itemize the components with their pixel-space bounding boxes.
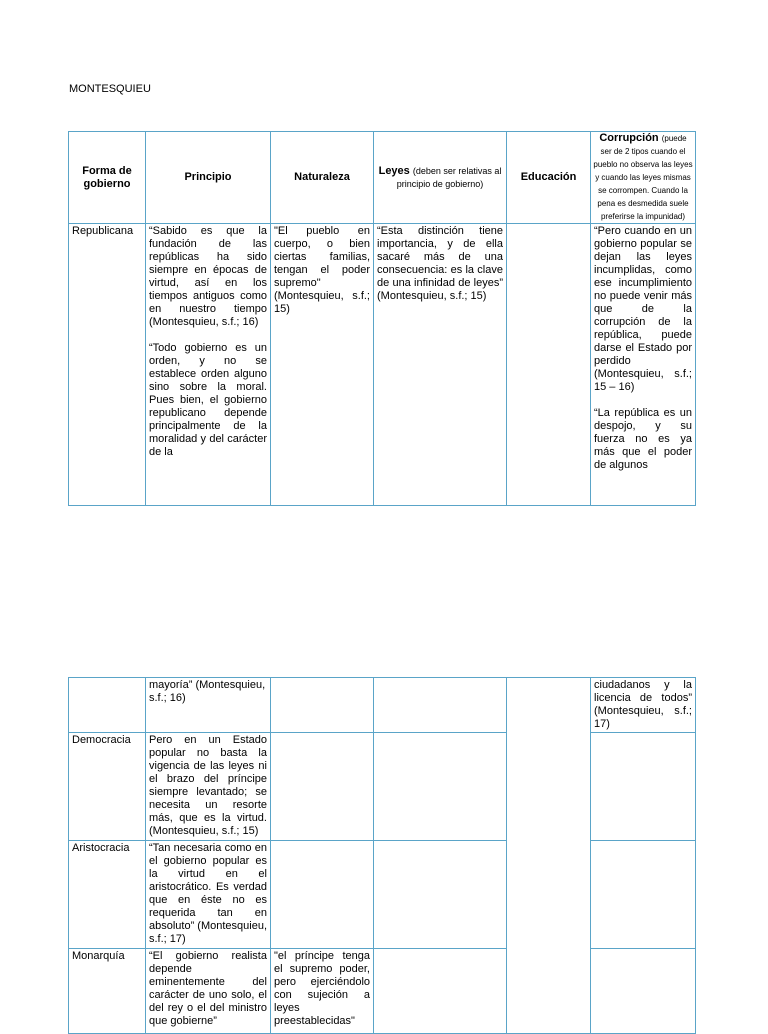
table-row-republicana [69,224,696,506]
corrupcion-paragraph-1: “Pero cuando en un gobierno popular se dejan las leyes incumplidas, como ese incumplimiento no puede venir más que de la corrupción de la república, puede darse el Estado por perdido (Montesquieu, s.f.; 15 – 16) [594,225,692,393]
table-header-row [69,132,696,224]
cell-naturaleza [271,841,374,949]
header-naturaleza: Naturaleza [271,132,374,224]
cell-leyes [374,733,507,841]
table-row-democracia [69,733,696,841]
cell-principio: “Tan necesaria como en el gobierno popular es la virtud en el aristocrático. Es verdad que en éste no es requerida tan en absoluto” (Montesquieu, s.f.; 17) [146,841,271,949]
cell-corrupcion [591,949,696,1034]
cell-naturaleza: "El pueblo en cuerpo, o bien ciertas familias, tengan el poder supremo" (Montesquieu, s.f.; 15) [271,224,374,506]
cell-leyes [374,841,507,949]
table-row-aristocracia [69,841,696,949]
cell-forma: Democracia [69,733,146,841]
principio-paragraph-2: “Todo gobierno es un orden, y no se establece orden alguno sino sobre la moral. Pues bien, el gobierno republicano depende principalmente de la moralidad y del carácter de la [149,342,267,458]
cell-forma: Monarquía [69,949,146,1034]
corrupcion-paragraph-2: “La república es un despojo, y su fuerza no es ya más que el poder de algunos [594,407,692,471]
cell-corrupcion [591,733,696,841]
cell-naturaleza: "el príncipe tenga el supremo poder, pero ejerciéndolo con sujeción a leyes preestablecidas" [271,949,374,1034]
cell-corrupcion: ciudadanos y la licencia de todos” (Montesquieu, s.f.; 17) [591,678,696,733]
cell-leyes [374,949,507,1034]
header-principio: Principio [146,132,271,224]
cell-educacion [507,678,591,1034]
cell-principio: “El gobierno realista depende eminentemente del carácter de uno solo, el del rey o el del ministro que gobierne” [146,949,271,1034]
cell-principio: mayoría” (Montesquieu, s.f.; 16) [146,678,271,733]
cell-corrupcion [591,841,696,949]
header-corrupcion [591,132,696,224]
cell-leyes: “Esta distinción tiene importancia, y de ella sacaré más de una consecuencia: es la clave de una infinidad de leyes” (Montesquieu, s.f.; 15) [374,224,507,506]
page-title: MONTESQUIEU [69,83,151,95]
header-leyes-note: (deben ser relativas al principio de gobierno) [396,165,502,189]
cell-principio: Pero en un Estado popular no basta la vigencia de las leyes ni el brazo del príncipe siempre levantado; se necesita un resorte más, que es la virtud. (Montesquieu, s.f.; 15) [146,733,271,841]
header-corrupcion-note: (puede ser de 2 tipos cuando el pueblo no observa las leyes y cuando las leyes mismas se corrompen. Cuando la pena es desmedida suele preferirse la impunidad) [593,134,693,221]
cell-corrupcion [591,224,696,506]
cell-forma: Republicana [69,224,146,506]
cell-naturaleza [271,678,374,733]
header-educacion: Educación [507,132,591,224]
table-row-continuation [69,678,696,733]
header-leyes-label: Leyes [378,164,410,177]
header-leyes [374,132,507,224]
table-row-monarquia [69,949,696,1034]
governments-table-page-1 [68,131,696,506]
principio-paragraph-1: “Sabido es que la fundación de las repúblicas ha sido siempre en épocas de virtud, así en los tiempos antiguos como en nuestro tiempo (Montesquieu, s.f.; 16) [149,225,267,328]
cell-forma [69,678,146,733]
cell-leyes [374,678,507,733]
cell-naturaleza [271,733,374,841]
governments-table-page-2 [68,677,696,1034]
cell-forma: Aristocracia [69,841,146,949]
cell-principio [146,224,271,506]
header-forma: Forma de gobierno [69,132,146,224]
cell-educacion [507,224,591,506]
header-corrupcion-label: Corrupción [599,132,659,144]
